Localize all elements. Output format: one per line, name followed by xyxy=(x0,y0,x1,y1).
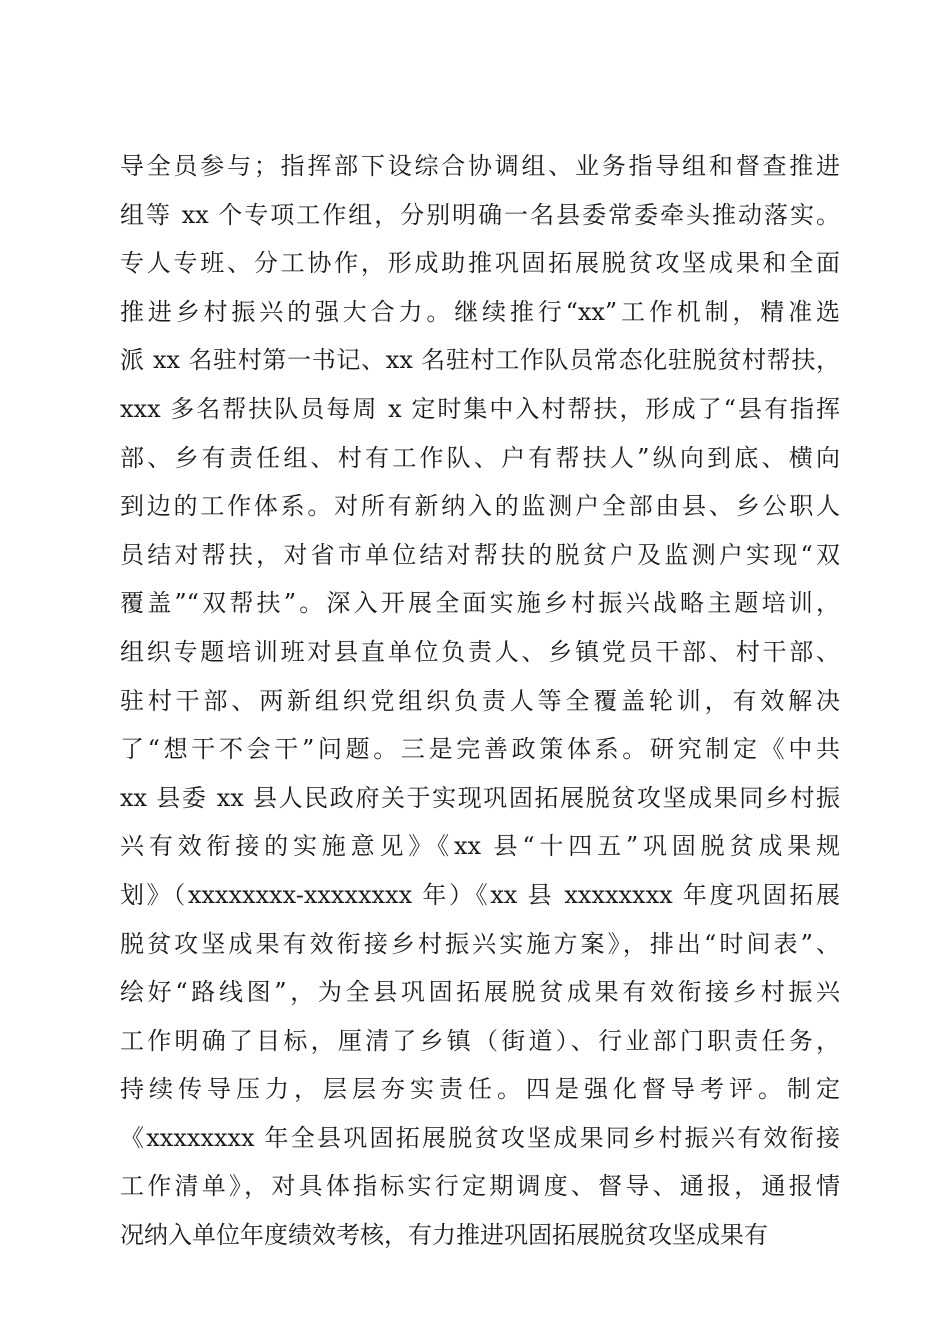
text-line: 况纳入单位年度绩效考核，有力推进巩固拓展脱贫攻坚成果有 xyxy=(120,1221,768,1250)
text-line: 了“想干不会干”问题。三是完善政策体系。研究制定《中共 xyxy=(120,735,840,764)
text-line: 部、乡有责任组、村有工作队、户有帮扶人”纵向到底、横向 xyxy=(120,443,840,472)
text-line: 脱贫攻坚成果有效衔接乡村振兴实施方案》，排出“时间表”、 xyxy=(120,929,840,958)
text-line: 推进乡村振兴的强大合力。继续推行“xx”工作机制，精准选 xyxy=(120,297,840,326)
text-line: 绘好“路线图”，为全县巩固拓展脱贫成果有效衔接乡村振兴 xyxy=(120,978,840,1007)
text-line: 组等 xx 个专项工作组，分别明确一名县委常委牵头推动落实。 xyxy=(120,200,840,229)
text-line: 员结对帮扶，对省市单位结对帮扶的脱贫户及监测户实现“双 xyxy=(120,540,840,569)
text-line: 组织专题培训班对县直单位负责人、乡镇党员干部、村干部、 xyxy=(120,637,840,666)
text-line: 到边的工作体系。对所有新纳入的监测户全部由县、乡公职人 xyxy=(120,492,840,521)
text-line: 工作明确了目标，厘清了乡镇（街道）、行业部门职责任务， xyxy=(120,1026,840,1055)
text-line: 《xxxxxxxx 年全县巩固拓展脱贫攻坚成果同乡村振兴有效衔接 xyxy=(120,1123,840,1152)
text-line: 划》（xxxxxxxx-xxxxxxxx 年）《xx 县 xxxxxxxx 年度巩固拓展 xyxy=(120,880,840,909)
text-line: 导全员参与；指挥部下设综合协调组、业务指导组和督查推进 xyxy=(120,152,840,180)
text-line: xx 县委 xx 县人民政府关于实现巩固拓展脱贫攻坚成果同乡村振 xyxy=(120,783,840,812)
text-line: xxx 多名帮扶队员每周 x 定时集中入村帮扶，形成了“县有指挥 xyxy=(120,394,840,423)
text-line: 专人专班、分工协作，形成助推巩固拓展脱贫攻坚成果和全面 xyxy=(120,249,840,278)
text-line: 工作清单》，对具体指标实行定期调度、督导、通报，通报情 xyxy=(120,1172,840,1201)
text-line: 持续传导压力，层层夯实责任。四是强化督导考评。制定 xyxy=(120,1075,840,1104)
text-line: 派 xx 名驻村第一书记、xx 名驻村工作队员常态化驻脱贫村帮扶， xyxy=(120,346,840,375)
body-paragraph xyxy=(120,142,840,1260)
text-line: 兴有效衔接的实施意见》《xx 县“十四五”巩固脱贫成果规 xyxy=(120,832,840,861)
text-line: 覆盖”“双帮扶”。深入开展全面实施乡村振兴战略主题培训， xyxy=(120,589,840,618)
text-line: 驻村干部、两新组织党组织负责人等全覆盖轮训，有效解决 xyxy=(120,686,840,715)
